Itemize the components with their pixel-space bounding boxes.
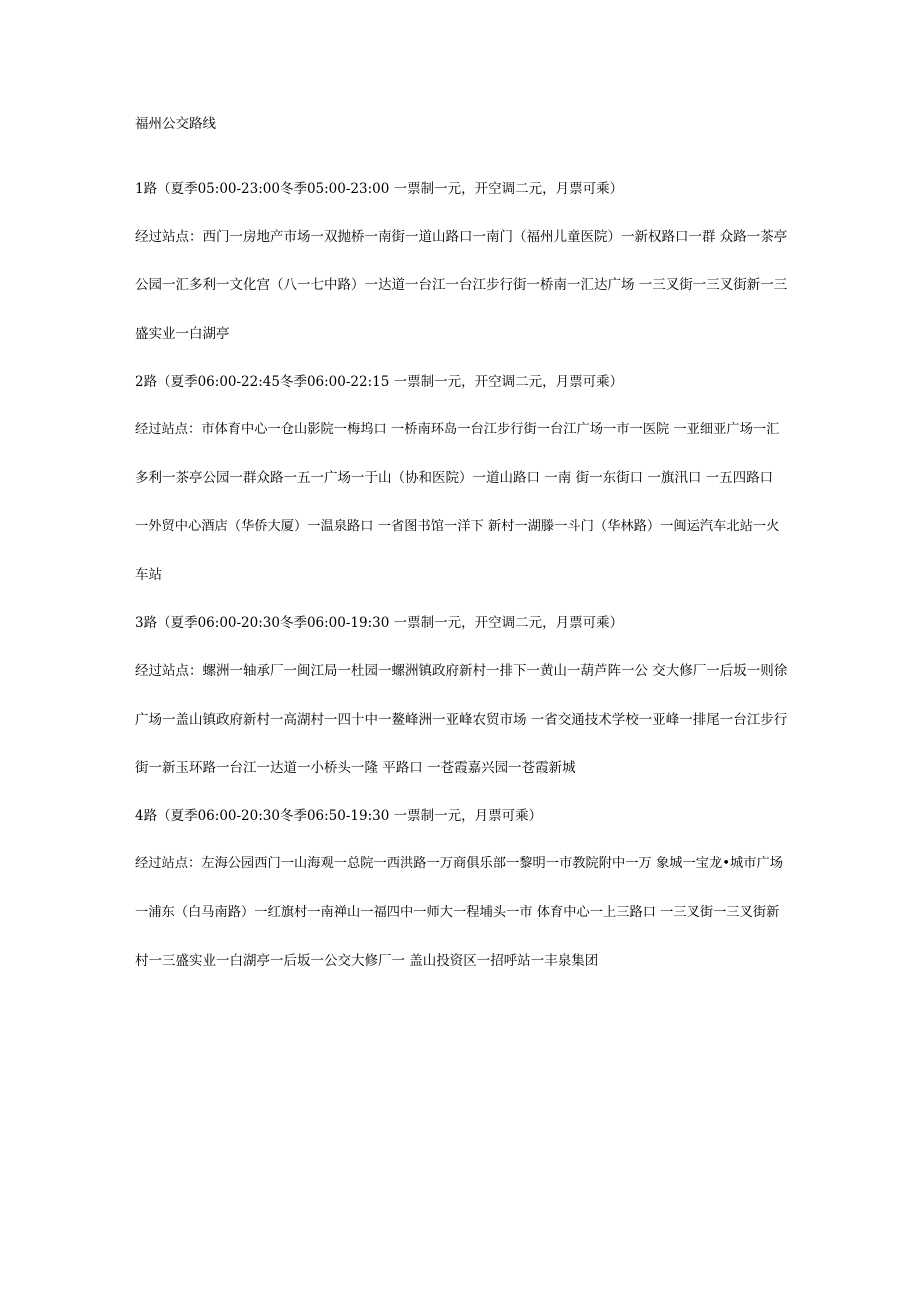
route-3-header: 3路（夏季06:00-20:30冬季06:00-19:30 一票制一元，开空调二元，月票可乘）	[135, 615, 624, 631]
route-4-stops-line-1: 经过站点：左海公园西门一山海观一总院一西洪路一万商俱乐部一黎明一市教院附中一万 象城一宝龙•城市广场	[135, 856, 784, 871]
route-1-stops-line-3: 盛实业一白湖亭	[135, 326, 230, 342]
route-1-header: 1路（夏季05:00-23:00冬季05:00-23:00 一票制一元，开空调二元，月票可乘）	[135, 181, 624, 197]
route-3-stops-line-1: 经过站点：螺洲一轴承厂一闽江局一杜园一螺洲镇政府新村一排下一黄山一葫芦阵一公 交大修厂一后坂一则徐	[135, 663, 788, 679]
route-3-stops-line-3: 街一新玉环路一台江一达道一小桥头一隆 平路口 一苍霞嘉兴园一苍霞新城	[135, 760, 576, 776]
route-4-header: 4路（夏季06:00-20:30冬季06:50-19:30 一票制一元，月票可乘）	[135, 808, 543, 824]
route-4-stops-line-2: 一浦东（白马南路）一红旗村一南禅山一福四中一师大一程埔头一市 体育中心一上三路口 一三叉街一三叉街新	[135, 905, 780, 920]
route-1-stops-line-1: 经过站点：西门一房地产市场一双抛桥一南街一道山路口一南门（福州儿童医院）一新权路口一群 众路一茶亭	[135, 229, 788, 245]
route-2-stops-line-4: 车站	[135, 567, 162, 583]
route-2-stops-line-1: 经过站点：市体育中心一仓山影院一梅坞口 一桥南环岛一台江步行街一台江广场一市一医院 一亚细亚广场一汇	[135, 422, 780, 437]
route-2-header: 2路（夏季06:00-22:45冬季06:00-22:15 一票制一元，开空调二元，月票可乘）	[135, 374, 624, 390]
route-2-stops-line-2: 多利一茶亭公园一群众路一五一广场一于山（协和医院）一道山路口 一南 街一东街口 一旗汛口 一五四路口	[135, 470, 774, 486]
route-4-stops-line-3: 村一三盛实业一白湖亭一后坂一公交大修厂一 盖山投资区一招呼站一丰泉集团	[135, 953, 599, 969]
route-2-stops-line-3: 一外贸中心酒店（华侨大厦）一温泉路口 一省图书馆一洋下 新村一湖滕一斗门（华林路）一闽运汽车北站一火	[135, 519, 780, 534]
route-3-stops-line-2: 广场一盖山镇政府新村一高湖村一四十中一鳌峰洲一亚峰农贸市场 一省交通技术学校一亚峰一排尾一台江步行	[135, 712, 788, 728]
document-title: 福州公交路线	[135, 116, 216, 132]
route-1-stops-line-2: 公园一汇多利一文化宫（八一七中路）一达道一台江一台江步行街一桥南一汇达广场 一三叉街一三叉街新一三	[135, 277, 788, 293]
